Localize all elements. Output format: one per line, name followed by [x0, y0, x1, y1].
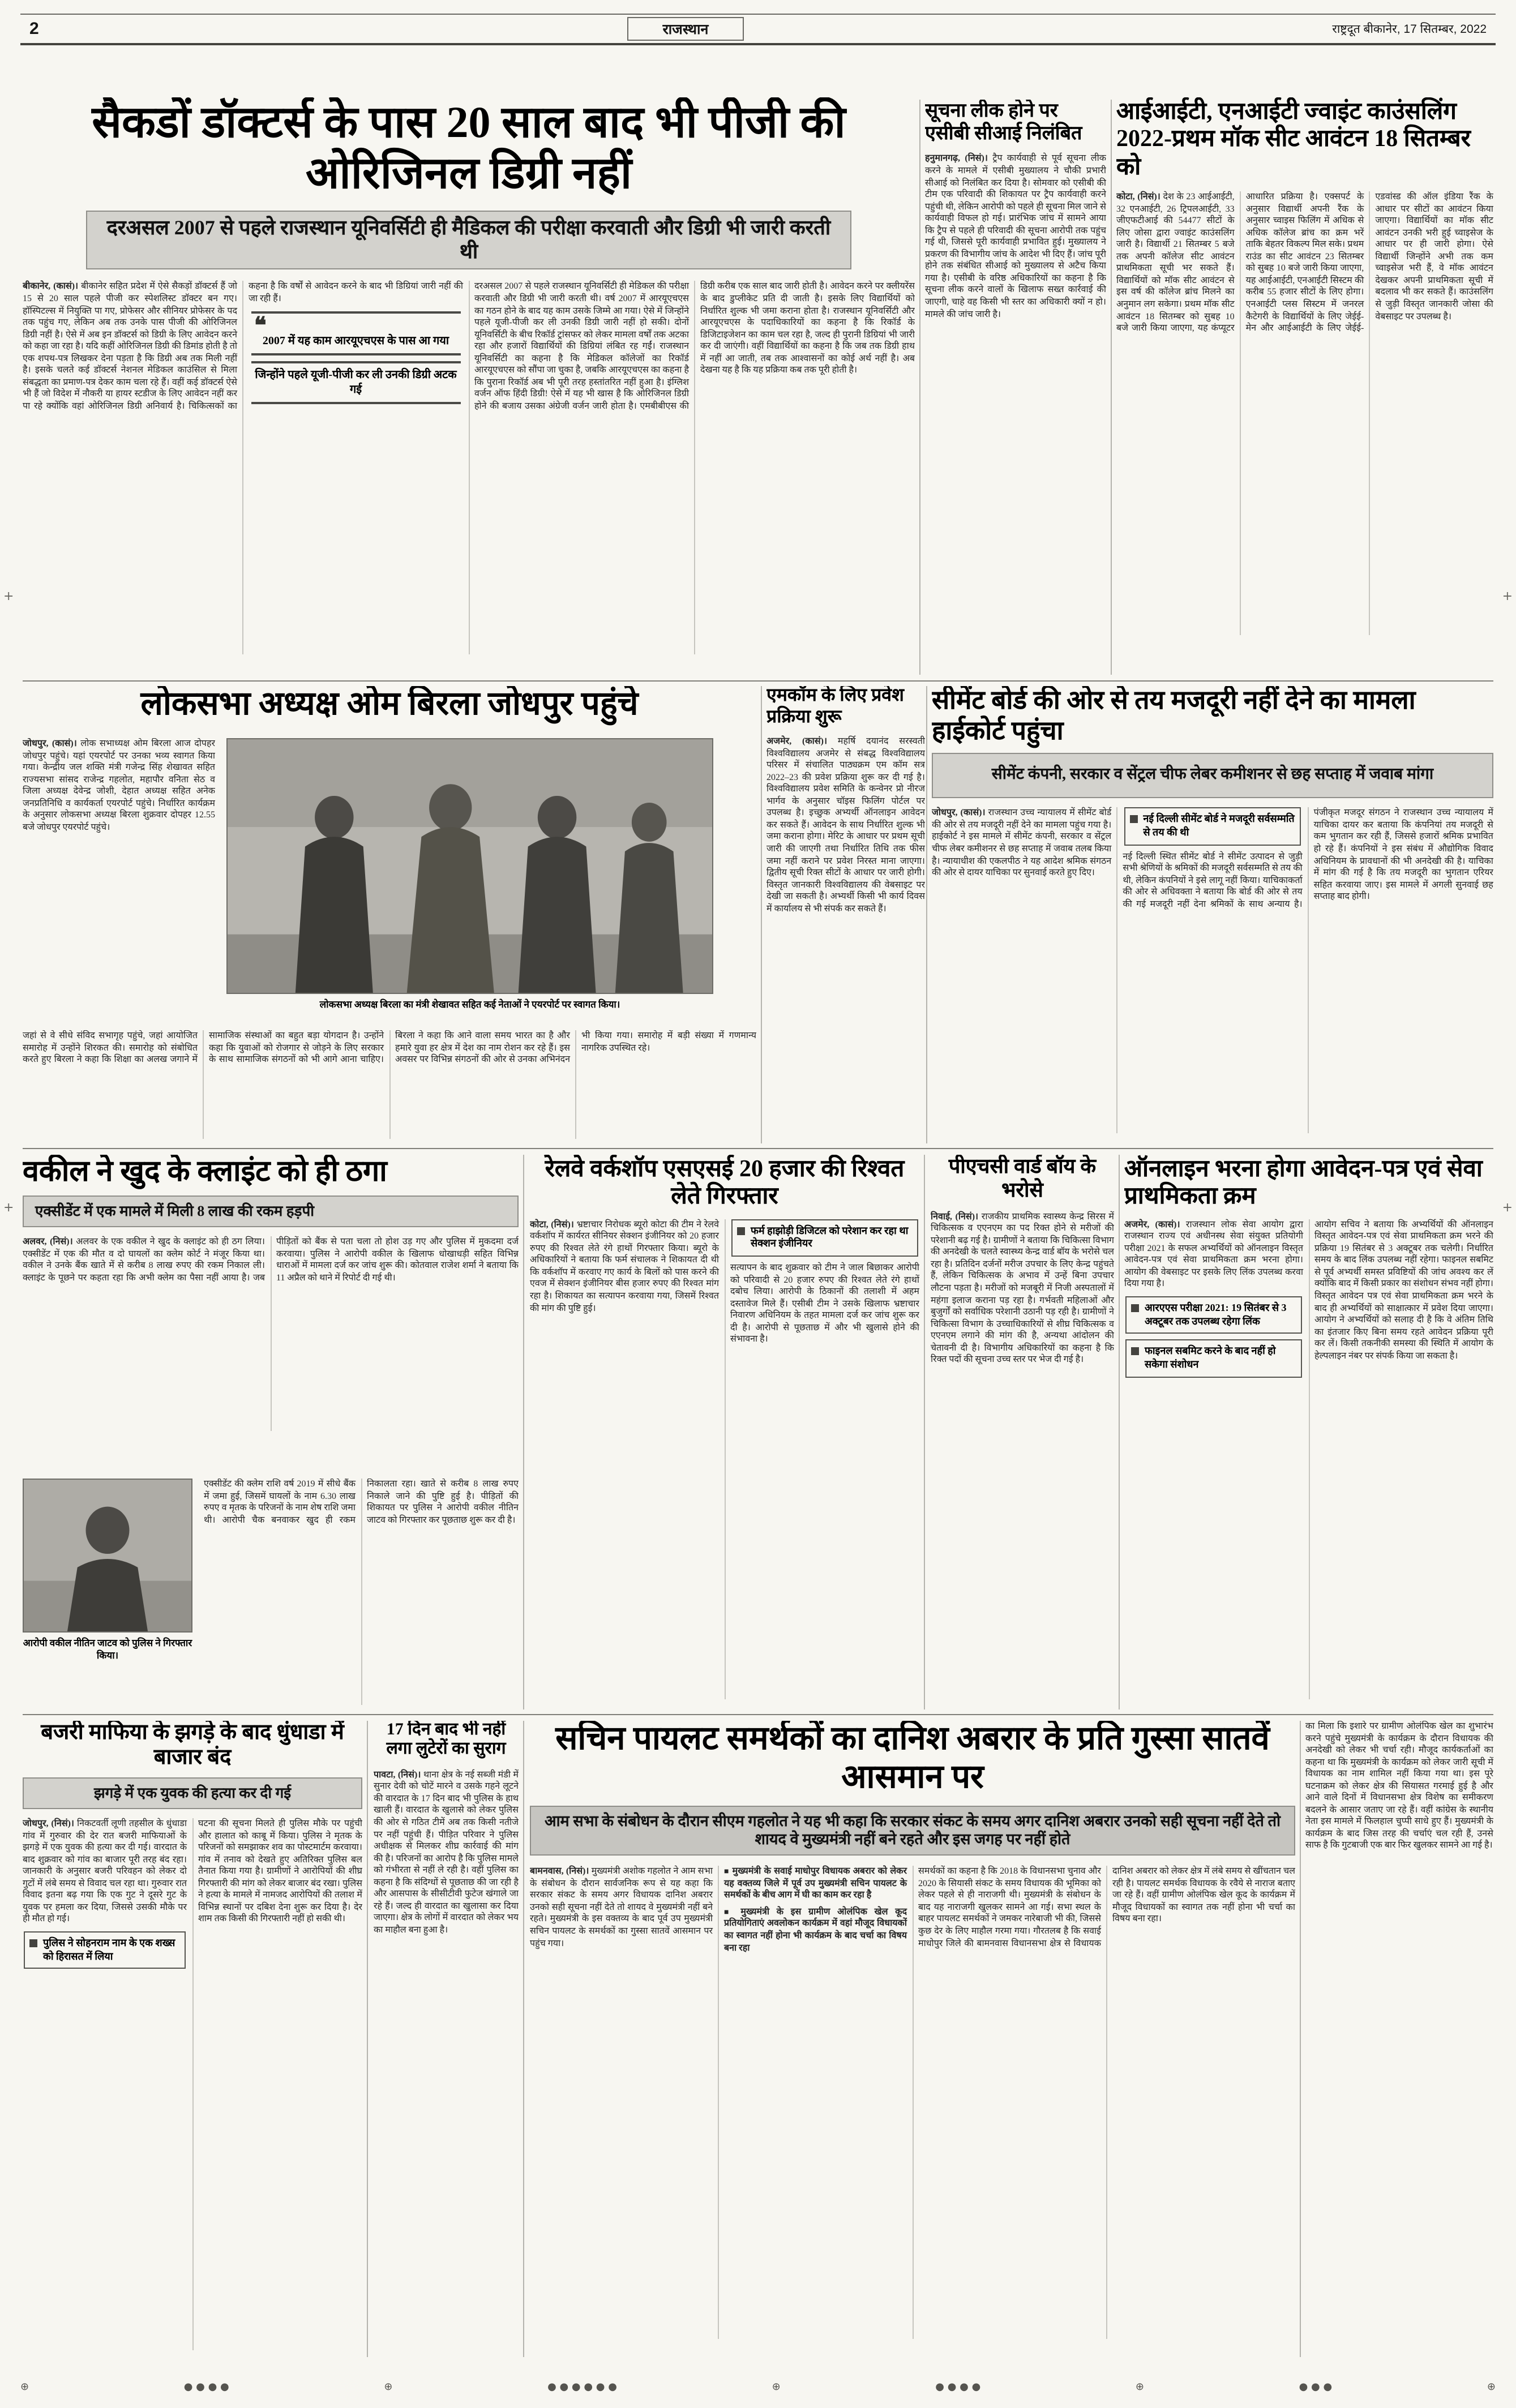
- article-iit: [1116, 97, 1493, 675]
- dateline: हनुमानगढ़, (निसं)।: [925, 153, 988, 164]
- body-text: अलवर के एक वकील ने खुद के क्लाइंट को ही ठग लिया। एक्सीडेंट में एक की मौत व दो घायलों का क्लेम कोर्ट ने मंजूर किया था। वकील ने उनके बैंक खाते में से करीब 8 लाख रुपए की रकम निकाल ली। क्लाइंट के पूछने पर कहता रहा कि अभी क्लेम का पैसा नहीं आया है। जब पीड़ितों को बैंक से पता चला तो होश उड़ गए और पुलिस में मुकदमा दर्ज करवाया। पुलिस ने आरोपी वकील के खिलाफ धोखाधड़ी सहित विभिन्न धाराओं में मामला दर्ज कर जांच शुरू की। कोतवाल राजेश शर्मा ने बताया कि 11 अप्रैल को थाने में रिपोर्ट दी गई थी।: [23, 1236, 519, 1283]
- article-lawyer-body-2: [204, 1479, 519, 1705]
- page-number: 2: [29, 19, 39, 38]
- highlight-box: [1125, 1296, 1302, 1334]
- article-railway-body: [530, 1219, 919, 1699]
- column-rule: [919, 100, 920, 675]
- dateline: जोधपुर, (निसं)।: [23, 1818, 74, 1829]
- body-text: नई दिल्ली स्थित सीमेंट बोर्ड ने सीमेंट उत्पादन से जुड़ी सभी श्रेणियों के श्रमिकों की मजदूरी सर्वसम्मति से तय की थी, लेकिन कंपनियों ने इसे लागू नहीं किया। याचिकाकर्ता की ओर से अधिवक्ता ने बताया कि बोर्ड की ओर से तय की गई मजदूरी नहीं देना श्रमिकों के साथ अन्याय है। पंजीकृत मजदूर संगठन ने राजस्थान उच्च न्यायालय में याचिका दायर कर बताया कि कंपनियां तय मजदूरी से कम भुगतान कर रही हैं, जिससे हजारों श्रमिक प्रभावित हो रहे हैं। कंपनियों ने इस संबंध में औद्योगिक विवाद अधिनियम के प्रावधानों की भी अनदेखी की है। याचिका में मांग की गई है कि तय मजदूरी का भुगतान एरियर सहित करवाया जाए। इस मामले में अगली सुनवाई छह सप्ताह बाद होगी।: [1123, 807, 1493, 909]
- article-iit-headline: आईआईटी, एनआईटी ज्वाइंट काउंसलिंग 2022-प्रथम मॉक सीट आवंटन 18 सितम्बर को: [1116, 97, 1471, 180]
- crosshair-icon: ⊕: [1135, 2382, 1144, 2393]
- body-text: लोक सभाध्यक्ष ओम बिरला आज दोपहर जोधपुर पहुंचे। यहां एयरपोर्ट पर उनका भव्य स्वागत किया गया। केन्द्रीय जल शक्ति मंत्री गजेन्द्र सिंह शेखावत सहित राज्यसभा सांसद राजेन्द्र गहलोत, महापौर वनिता सेठ व जिला अध्यक्ष देवेन्द्र जोशी, देहात अध्यक्ष सहित अनेक जनप्रतिनिधि व कार्यकर्ता एयरपोर्ट पहुंचे। निर्धारित कार्यक्रम के अनुसार लोकसभा अध्यक्ष बिरला शुक्रवार दोपहर 12.55 बजे जोधपुर एयरपोर्ट पहुंचे।: [23, 738, 215, 832]
- highlight-box: [731, 1219, 918, 1257]
- highlight-text: नई दिल्ली सीमेंट बोर्ड ने मजदूरी सर्वसम्मति से तय की थी: [1143, 813, 1295, 838]
- dateline: अजमेर, (कासं)।: [1124, 1219, 1180, 1229]
- article-pilot-headline: सचिन पायलट समर्थकों का दानिश अबरार के प्रति गुस्सा सातवें आसमान पर: [555, 1721, 1270, 1796]
- dot-marks: ● ● ● ● ● ●: [547, 2382, 617, 2393]
- dateline: जोधपुर, (कासं)।: [23, 738, 77, 748]
- article-doctors-body: [23, 281, 915, 655]
- square-bullet-icon: [1129, 816, 1137, 824]
- article-birla-body-left: [23, 738, 215, 1023]
- highlight-text: फाइनल सबमिट करने के बाद नहीं हो सकेगा संशोधन: [1145, 1345, 1276, 1370]
- registration-mark: +: [1502, 589, 1513, 603]
- pull-quote-text: जिन्होंने पहले यूजी-पीजी कर ली उनकी डिग्री अटक गई: [255, 369, 457, 396]
- column-rule: [761, 686, 762, 1143]
- article-lootere-headline: 17 दिन बाद भी नहीं लगा लुटेरों का सुराग: [386, 1721, 506, 1759]
- article-lawyer-headline: वकील ने खुद के क्लाइंट को ही ठगा: [23, 1155, 387, 1188]
- pull-quote-text: 2007 में यह काम आरयूएचएस के पास आ गया: [262, 335, 449, 348]
- quote-icon: ❝: [254, 313, 267, 339]
- masthead: [20, 14, 1496, 45]
- registration-mark: +: [3, 1200, 14, 1215]
- column-rule: [523, 1155, 524, 1709]
- section-title: राजस्थान: [628, 17, 744, 41]
- column-rule: [367, 1721, 368, 2357]
- article-online-body: [1124, 1219, 1493, 1699]
- article-pilot-body-right: [1305, 1721, 1493, 2357]
- section-rule: [23, 680, 1493, 682]
- crosshair-icon: ⊕: [20, 2382, 29, 2393]
- body-text: एक्सीडेंट की क्लेम राशि वर्ष 2019 में सीधे बैंक में जमा हुई, जिसमें घायलों के नाम 6.30 लाख रुपए व मृतक के परिजनों के नाम शेष राशि जमा थी। आरोपी चैक बनवाकर खुद ही रकम निकालता रहा। खाते से करीब 8 लाख रुपए निकाले जाने की पुष्टि हुई है। पीड़ितों की शिकायत पर पुलिस ने आरोपी वकील नीतिन जाटव को गिरफ्तार कर पूछताछ शुरू कर दी है।: [204, 1479, 519, 1525]
- article-cement-body: [932, 808, 1493, 1134]
- lead-bullet: ■ मुख्यमंत्री के सवाई माधोपुर विधायक अबरार को लेकर यह वक्तव्य जिले में पूर्व उप मुख्यमंत्री सचिन पायलट के समर्थकों के बीच आग में घी का काम कर रहा है: [724, 1866, 907, 1902]
- article-bajri-body: [23, 1818, 362, 2350]
- body-text: इंग्लिश वर्जन ऑफ हिंदी डिग्री! ऐसे में यह भी खास है कि ओरिजिनल डिग्री होने की बजाय उसका अंग्रेजी वर्जन जारी होता है। एमबीबीएस की डिग्री करीब एक साल बाद जारी होती है। आवेदन करने पर क्लीयरेंस के बाद डुप्लीकेट प्रति दी जाती है। इसके लिए विद्यार्थियों को निर्धारित शुल्क भी जमा कराना होता है। राजस्थान यूनिवर्सिटी और आरयूएचएस के पदाधिकारियों का कहना है कि रिकॉर्ड के डिजिटाइजेशन का काम चल रहा है, जल्द ही पुरानी डिग्रियां भी जारी कर दी जाएंगी। वहीं विद्यार्थियों का कहना है कि जब तक डिग्री हाथ में नहीं आ जाती, तब तक आश्वासनों का कोई अर्थ नहीं है। अब देखना यह है कि यह प्रक्रिया कब तक पूरी होती है।: [474, 281, 915, 411]
- edition-dateline: राष्ट्रदूत बीकानेर, 17 सितम्बर, 2022: [1332, 22, 1487, 36]
- body-text: घटना की सूचना मिलते ही पुलिस मौके पर पहुंची और हालात को काबू में किया। पुलिस ने मृतक के परिजनों को समझाकर शव का पोस्टमार्टम करवाया। गांव में तनाव को देखते हुए अतिरिक्त पुलिस बल तैनात किया गया है। ग्रामीणों ने आरोपियों की शीघ्र गिरफ्तारी की मांग को लेकर बाजार बंद रखा। पुलिस ने हत्या के मामले में नामजद आरोपियों की तलाश में विभिन्न स्थानों पर दबिश देना शुरू कर दिया है। देर शाम तक किसी की गिरफ्तारी नहीं हो सकी थी।: [198, 1818, 362, 1924]
- article-phc-headline: पीएचसी वार्ड बॉय के भरोसे: [948, 1155, 1097, 1201]
- article-bajri: [23, 1721, 362, 2357]
- body-text: का मिला कि इशारे पर ग्रामीण ओलंपिक खेल का शुभारंभ करने पहुंचे मुख्यमंत्री के कार्यक्रम के दौरान विधायक की अनदेखी को लेकर भी चर्चा रही। मौजूद कार्यकर्ताओं का कहना था कि मुख्यमंत्री के कार्यक्रम को लेकर जारी सूची में विधायक का नाम शामिल नहीं किया गया था। इस पूरे घटनाक्रम को लेकर क्षेत्र की सियासत गरमाई हुई है और आने वाले दिनों में विधानसभा क्षेत्र विशेष का समीकरण बदलने के आसार जताए जा रहे हैं। वहीं कांग्रेस के स्थानीय नेता इस मामले में फिलहाल चुप्पी साधे हुए हैं। मुख्यमंत्री के कार्यक्रम के बाद जिस तरह की चर्चाएं चल रही हैं, उनसे साफ है कि गुटबाजी एक बार फिर खुलकर सामने आ गई है।: [1305, 1721, 1493, 1850]
- body-text: थाना क्षेत्र के नई सब्जी मंडी में सुनार देवी को चोटें मारने व उसके गहने लूटने की वारदात के 17 दिन बाद भी पुलिस के हाथ खाली हैं। वारदात के खुलासे को लेकर पुलिस की ओर से गठित टीमें अब तक किसी नतीजे पर नहीं पहुंची हैं। पीड़ित परिवार ने पुलिस अधीक्षक से मिलकर शीघ्र कार्रवाई की मांग की है। परिजनों का आरोप है कि पुलिस मामले को गंभीरता से नहीं ले रही है। वहीं पुलिस का कहना है कि संदिग्धों से पूछताछ की जा रही है और आसपास के सीसीटीवी फुटेज खंगाले जा रहे हैं। जल्द ही वारदात का खुलासा कर दिया जाएगा। क्षेत्र के लोगों में वारदात को लेकर भय का माहौल बना हुआ है।: [374, 1769, 519, 1935]
- article-mcom-headline: एमकॉम के लिए प्रवेश प्रक्रिया शुरू: [766, 686, 904, 727]
- pull-quote: [251, 311, 461, 355]
- article-pilot-subhead: आम सभा के संबोधन के दौरान सीएम गहलोत ने यह भी कहा कि सरकार संकट के समय अगर दानिश अबरार उनको सही सूचना नहीं देते तो शायद वे मुख्यमंत्री नहीं बने रहते और इस जगह पर नहीं होते: [530, 1806, 1295, 1856]
- dateline: कोटा, (निसं)।: [530, 1219, 574, 1229]
- registration-mark: +: [3, 589, 14, 603]
- highlight-text: पुलिस ने सोहनराम नाम के एक शख्स को हिरासत में लिया: [43, 1936, 175, 1962]
- highlight-text: आरएएस परीक्षा 2021: 19 सितंबर से 3 अक्टूबर तक उपलब्ध रहेगा लिंक: [1145, 1302, 1287, 1327]
- article-birla-headline: लोकसभा अध्यक्ष ओम बिरला जोधपुर पहुंचे: [140, 686, 639, 722]
- article-mcom-body: [766, 736, 925, 1109]
- article-cement: [932, 686, 1493, 1143]
- article-lootere: [374, 1721, 519, 2357]
- body-text: राजस्थान उच्च न्यायालय में सीमेंट बोर्ड की ओर से तय मजदूरी नहीं देने का मामला पहुंच गया है। हाईकोर्ट ने इस मामले में सीमेंट कंपनी, सरकार व सेंट्रल चीफ लेबर कमीशनर से छह सप्ताह में जवाब तलब किया है। न्यायाधीश की एकलपीठ ने यह आदेश श्रमिक संगठन की ओर से दायर याचिका पर सुनवाई करते हुए दिए।: [932, 807, 1112, 878]
- article-railway: [530, 1155, 919, 1709]
- dateline: अलवर, (निसं)।: [23, 1236, 73, 1247]
- column-rule: [926, 686, 927, 1143]
- photo-caption: लोकसभा अध्यक्ष बिरला का मंत्री शेखावत सहित कई नेताओं ने एयरपोर्ट पर स्वागत किया।: [319, 999, 620, 1010]
- article-railway-headline: रेलवे वर्कशॉप एसएसई 20 हजार की रिश्वत लेते गिरफ्तार: [545, 1155, 905, 1210]
- photo-birla-airport: [226, 738, 713, 994]
- article-doctors-subhead: दरअसल 2007 से पहले राजस्थान यूनिवर्सिटी ही मैडिकल की परीक्षा करवाती और डिग्री भी जारी करती थी: [86, 211, 851, 270]
- article-birla-body-bottom: [23, 1030, 756, 1139]
- body-text: मुख्यमंत्री अशोक गहलोत ने आम सभा के संबोधन के दौरान सार्वजनिक रूप से यह कहा कि सरकार संकट के समय अगर विधायक दानिश अबरार उनको सही सूचना नहीं देते तो शायद वे मुख्यमंत्री नहीं बने रहते। मुख्यमंत्री के इस वक्तव्य के बाद पूर्व उप मुख्यमंत्री सचिन पायलट के समर्थकों का गुस्सा सातवें आसमान पर पहुंच गया।: [530, 1866, 713, 1948]
- article-lawyer-body: [23, 1236, 519, 1431]
- dot-marks: ● ● ● ●: [183, 2382, 229, 2393]
- article-phc-body: [931, 1211, 1114, 1698]
- column-rule: [523, 1721, 524, 2357]
- highlight-text: फर्म हाझोड़ी डिजिटल को परेशान कर रहा था सेक्शन इंजीनियर: [751, 1224, 909, 1249]
- body-text: सत्यापन के बाद शुक्रवार को टीम ने जाल बिछाकर आरोपी को परिवादी से 20 हजार रुपए की रिश्वत लेते रंगे हाथों दबोच लिया। आरोपी के ठिकानों की तलाशी में अहम दस्तावेज मिले हैं। एसीबी टीम ने उसके खिलाफ भ्रष्टाचार निवारण अधिनियम के तहत मामला दर्ज कर जांच शुरू कर दी है। आरोपी से पूछताछ में और भी खुलासे होने की संभावना है।: [730, 1262, 919, 1344]
- crosshair-icon: ⊕: [1487, 2382, 1496, 2393]
- body-text: निकटवर्ती लूणी तहसील के धुंधाडा गांव में गुरुवार की देर रात बजरी माफियाओं के झगड़े में एक युवक की हत्या कर दी गई। वारदात के बाद शुक्रवार को गांव का बाजार पूरी तरह बंद रहा। जानकारी के अनुसार बजरी परिवहन को लेकर दो गुटों में लंबे समय से विवाद चल रहा था। गुरुवार रात विवाद इतना बढ़ गया कि एक गुट ने दूसरे गुट के युवक पर हमला कर दिया, जिससे उसकी मौके पर ही मौत हो गई।: [23, 1818, 187, 1924]
- body-text: देश के 23 आईआईटी, 32 एनआईटी, 26 ट्रिपलआईटी, 33 जीएफटीआई की 54477 सीटों के लिए जोसा द्वारा ज्वाइंट काउंसलिंग जारी है। विद्यार्थी 21 सितम्बर 5 बजे तक अपनी कॉलेज सीट आवंटन प्राथमिकता सूची भर सकते हैं। विद्यार्थियों को मॉक सीट आवंटन से इस वर्ष की कॉलेज ब्रांच मिलने का अनुमान लग सकेगा। प्रथम मॉक सीट आवंटन 18 सितम्बर को सुबह 10 बजे जारी किया जाएगा, यह कंप्यूटर आधारित प्रक्रिया है। एक्सपर्ट के अनुसार विद्यार्थी अपनी रैंक के अनुसार च्वाइस फिलिंग में अधिक से अधिक कॉलेज ब्रांच का क्रम भरें ताकि बेहतर विकल्प मिल सके। प्रथम राउंड का सीट आवंटन 23 सितम्बर को सुबह 10 बजे जारी किया जाएगा, यह आईआईटी, एनआईटी सिस्टम की करीब 55 हजार सीटों के लिए होगा। एनआईटी प्लस सिस्टम में जनरल कैटेगरी के विद्यार्थियों के लिए जेईई-मेन और आईआईटी के लिए जेईई-एडवांस्ड की ऑल इंडिया रैंक के आधार पर सीटों का आवंटन किया जाएगा। विद्यार्थियों का मॉक सीट आवंटन उनकी भरी हुई च्वाइसेज के आधार पर ही जारी होगा। ऐसे विद्यार्थी जिन्होंने अभी तक कम च्वाइसेज भरी हैं, वे मॉक आवंटन देखकर अपनी प्राथमिकता सूची में बदलाव भी कर सकते हैं। काउंसलिंग से जुड़ी विस्तृत जानकारी जोसा की वेबसाइट पर उपलब्ध है।: [1116, 191, 1493, 333]
- column-rule: [1119, 1155, 1120, 1709]
- body-text: आयोग सचिव ने बताया कि अभ्यर्थियों की ऑनलाइन विस्तृत आवेदन-पत्र एवं सेवा प्राथमिकता क्रम भरने की प्रक्रिया 19 सितंबर से 3 अक्टूबर तक चलेगी। निर्धारित समय के बाद लिंक उपलब्ध नहीं रहेगा। फाइनल सबमिट से पूर्व अभ्यर्थी समस्त प्रविष्टियों की जांच अवश्य कर लें क्योंकि बाद में किसी प्रकार का संशोधन संभव नहीं होगा। विस्तृत आवेदन पत्र एवं सेवा प्राथमिकता क्रम भरने के बाद ही अभ्यर्थियों को साक्षात्कार में प्रवेश दिया जाएगा। आयोग ने अभ्यर्थियों को सलाह दी है कि वे अंतिम तिथि का इंतजार किए बिना समय रहते आवेदन प्रक्रिया पूरी कर लें। किसी तकनीकी समस्या की स्थिति में आयोग के हेल्पलाइन नंबर पर संपर्क किया जा सकता है।: [1314, 1219, 1493, 1361]
- article-acb-headline: सूचना लीक होने पर एसीबी सीआई निलंबित: [925, 100, 1082, 144]
- dateline: बीकानेर, (कासं)।: [23, 281, 79, 292]
- dot-marks: ● ● ● ●: [935, 2382, 981, 2393]
- dateline: पावटा, (निसं)।: [374, 1769, 421, 1780]
- highlight-box: [1125, 1340, 1302, 1378]
- highlight-box: [24, 1931, 186, 1969]
- body-text: राजस्थान लोक सेवा आयोग द्वारा राजस्थान राज्य एवं अधीनस्थ सेवा संयुक्त प्रतियोगी परीक्षा 2021 के सफल अभ्यर्थियों को ऑनलाइन विस्तृत आवेदन-पत्र एवं सेवा प्राथमिकता क्रम भरना होगा। आयोग की वेबसाइट पर इसके लिए लिंक उपलब्ध करवा दिया गया है।: [1124, 1219, 1303, 1289]
- dot-marks: ● ● ●: [1299, 2382, 1333, 2393]
- dateline: कोटा, (निसं)।: [1116, 191, 1160, 202]
- registration-mark: +: [1502, 1200, 1513, 1215]
- article-acb-body: [925, 153, 1106, 640]
- body-text: बीकानेर सहित प्रदेश में ऐसे सैकड़ों डॉक्टर्स हैं जो 15 से 20 साल पहले पीजी कर स्पेशलिस्ट डॉक्टर बन गए। हॉस्पिटल्स में नियुक्ति पा गए, प्रोफेसर और सीनियर प्रोफेसर के पद तक पहुंच गए, लेकिन अब तक उनके पास पीजी की ओरिजिनल डिग्री नहीं है। ऐसे में अब इन डॉक्टर्स को डिग्री के लिए आवेदन करने को कहा जा रहा है। यदि कहीं ओरिजिनल डिग्री की डिमांड होती है तो एक शपथ-पत्र लिखकर देना पड़ता है कि डिग्री अब तक मिली नहीं है। इसके चलते कई डॉक्टर्स नेशनल मेडिकल काउंसिल से मिला संबद्धता का प्रमाण-पत्र देकर काम चला रहे हैं। वहीं कई डॉक्टर्स ऐसे भी हैं जो विदेश में नौकरी या हायर स्टडीज के लिए आवेदन नहीं कर पा रहे क्योंकि वहां ओरिजिनल डिग्री अनिवार्य है। चिकित्सकों का कहना है कि वर्षों से आवेदन करने के बाद भी डिग्रियां जारी नहीं की जा रही हैं।: [23, 281, 463, 411]
- body-text: ट्रैप कार्यवाही से पूर्व सूचना लीक करने के मामले में एसीबी मुख्यालय ने चौकी प्रभारी सीआई को निलंबित कर दिया है। सोमवार को एसीबी की टीम एक परिवादी की शिकायत पर ट्रैप कार्यवाही करने पहुंची थी, लेकिन आरोपी को पहले ही सूचना मिल जाने से कार्यवाही विफल हो गई। प्रारंभिक जांच में सामने आया कि ट्रैप से पहले ही परिवादी की सूचना आरोपी तक पहुंच गई थी, जिससे पूरी कार्यवाही प्रभावित हुई। मुख्यालय ने प्रकरण की विभागीय जांच के आदेश भी दिए हैं। जांच पूरी होने तक संबंधित सीआई को मुख्यालय से अटैच किया गया है। एसीबी के वरिष्ठ अधिकारियों का कहना है कि सूचना लीक करने वालों के खिलाफ सख्त कार्रवाई की जाएगी, चाहे वह किसी भी स्तर का अधिकारी क्यों न हो। मामले की जांच जारी है।: [925, 153, 1106, 319]
- pull-quote: [251, 361, 461, 404]
- article-bajri-subhead: झगड़े में एक युवक की हत्या कर दी गई: [23, 1777, 362, 1809]
- article-cement-subhead: सीमेंट कंपनी, सरकार व सेंट्रल चीफ लेबर कमीशनर से छह सप्ताह में जवाब मांगा: [932, 753, 1493, 799]
- crosshair-icon: ⊕: [384, 2382, 393, 2393]
- body-text: महर्षि दयानंद सरस्वती विश्वविद्यालय अजमेर से संबद्ध विश्वविद्यालय परिसर में संचालित पाठ्यक्रम एम कॉम सत्र 2022–23 की प्रवेश प्रक्रिया शुरू कर दी गई है। विश्वविद्यालय प्रवेश समिति के कन्वेनर प्रो नीरज भार्गव के अनुसार चॉइस फिलिंग पोर्टल पर उपलब्ध है। इच्छुक अभ्यर्थी ऑनलाइन आवेदन कर सकते हैं। आवेदन के साथ निर्धारित शुल्क भी जमा कराना होगा। मेरिट के आधार पर प्रथम सूची जारी की जाएगी तथा निर्धारित तिथि तक फीस जमा नहीं कराने पर प्रवेश निरस्त माना जाएगा। द्वितीय सूची रिक्त सीटों के आधार पर जारी होगी। विस्तृत जानकारी विश्वविद्यालय की वेबसाइट पर देखी जा सकती है। अभ्यर्थी किसी भी कार्य दिवस में कार्यालय से भी संपर्क कर सकते हैं।: [766, 736, 925, 914]
- dateline: निवाई, (निसं)।: [931, 1211, 979, 1222]
- article-phc: [931, 1155, 1114, 1709]
- square-bullet-icon: [29, 1939, 37, 1947]
- section-rule: [23, 1714, 1493, 1715]
- section-rule: [23, 1148, 1493, 1149]
- article-acb: [925, 100, 1106, 675]
- dateline: जोधपुर, (कासं)।: [932, 807, 986, 818]
- article-lawyer-subhead: एक्सीडेंट में एक मामले में मिली 8 लाख की रकम हड़पी: [23, 1196, 519, 1227]
- article-doctors: [23, 97, 915, 675]
- dateline: बामनवास, (निसं)।: [530, 1866, 589, 1876]
- article-pilot-body: [530, 1866, 1295, 2340]
- article-lootere-body: [374, 1769, 519, 2324]
- article-online-headline: ऑनलाइन भरना होगा आवेदन-पत्र एवं सेवा प्राथमिकता क्रम: [1124, 1155, 1483, 1210]
- square-bullet-icon: [1131, 1348, 1139, 1356]
- column-rule: [924, 1155, 925, 1709]
- lead-bullet: ■ मुख्यमंत्री के इस ग्रामीण ओलंपिक खेल कूद प्रतियोगिताएं अवलोकन कार्यक्रम में वहां मौजूद विधायकों का स्वागत नहीं होना भी कार्यक्रम के बाद चर्चा का विषय बना रहा: [724, 1906, 907, 1954]
- photo-illustration: [24, 1480, 191, 1631]
- column-rule: [1300, 1721, 1301, 2357]
- crosshair-icon: ⊕: [772, 2382, 781, 2393]
- dateline: अजमेर, (कासं)।: [766, 736, 828, 747]
- article-bajri-headline: बजरी माफिया के झगड़े के बाद धुंधाडा में बाजार बंद: [41, 1721, 344, 1770]
- article-iit-body: [1116, 191, 1493, 635]
- square-bullet-icon: [1131, 1304, 1139, 1312]
- body-text: जहां से वे सीधे संविद सभागृह पहुंचे, जहां आयोजित समारोह में उन्होंने शिरकत की। समारोह को संबोधित करते हुए बिरला ने कहा कि शिक्षा का अलख जगाने में सामाजिक संस्थाओं का बहुत बड़ा योगदान है। उन्होंने कहा कि युवाओं को रोजगार से जोड़ने के लिए सरकार के साथ सामाजिक संगठनों को भी आगे आना चाहिए। बिरला ने कहा कि आने वाला समय भारत का है और हमारे युवा हर क्षेत्र में देश का नाम रोशन कर रहे हैं। इस अवसर पर विभिन्न संगठनों की ओर से उनका अभिनंदन भी किया गया। समारोह में बड़ी संख्या में गणमान्य नागरिक उपस्थित रहे।: [23, 1030, 756, 1065]
- photo-lawyer-arrest: [23, 1479, 192, 1633]
- article-cement-headline: सीमेंट बोर्ड की ओर से तय मजदूरी नहीं देने का मामला हाईकोर्ट पहुंचा: [932, 686, 1416, 745]
- column-rule: [1111, 100, 1112, 675]
- article-mcom: [766, 686, 925, 1143]
- body-text: समर्थकों का कहना है कि 2018 के विधानसभा चुनाव और 2020 के सियासी संकट के समय विधायक की भूमिका को लेकर पहले से ही नाराजगी थी। मुख्यमंत्री के संबोधन के बाद यह नाराजगी खुलकर सामने आ गई। सभा स्थल के बाहर पायलट समर्थकों ने जमकर नारेबाजी भी की, जिससे कुछ देर के लिए माहौल गरमा गया। गौरतलब है कि सवाई माधोपुर जिले की बामनवास विधानसभा क्षेत्र से विधायक दानिश अबरार को लेकर क्षेत्र में लंबे समय से खींचतान चल रही है। पायलट समर्थक विधायक के रवैये से नाराज बताए जा रहे हैं। वहीं ग्रामीण ओलंपिक खेल कूद के कार्यक्रम में मौजूद विधायकों का स्वागत तक नहीं होना भी चर्चा का विषय बना रहा।: [918, 1866, 1295, 1948]
- photo-illustration: [228, 739, 712, 993]
- article-pilot: [530, 1721, 1295, 2357]
- body-text: राजकीय प्राथमिक स्वास्थ्य केन्द्र सिरस में चिकित्सक व एएनएम का पद रिक्त होने से मरीजों की परेशानी बढ़ गई है। ग्रामीणों ने बताया कि चिकित्सा विभाग की अनदेखी के चलते स्वास्थ्य केन्द्र वार्ड बॉय के भरोसे चल रहा है। प्रतिदिन दर्जनों मरीज उपचार के लिए केन्द्र पहुंचते हैं, लेकिन चिकित्सक के अभाव में उन्हें बिना उपचार लौटना पड़ता है। मरीजों को मजबूरी में निजी अस्पतालों में महंगा इलाज कराना पड़ रहा है। गर्भवती महिलाओं और बुजुर्गों को सर्वाधिक परेशानी उठानी पड़ रही है। ग्रामीणों ने चिकित्सा विभाग के उच्चाधिकारियों से शीघ्र चिकित्सक व एएनएम लगाने की मांग की है, अन्यथा आंदोलन की चेतावनी दी है। विभागीय अधिकारियों का कहना है कि रिक्त पदों की सूचना उच्च स्तर पर भेज दी गई है।: [931, 1211, 1114, 1365]
- square-bullet-icon: [737, 1227, 745, 1235]
- footer-marks: [20, 2379, 1496, 2397]
- article-doctors-headline: सैकडों डॉक्टर्स के पास 20 साल बाद भी पीजी की ओरिजिनल डिग्री नहीं: [92, 98, 846, 199]
- body-text: दरअसल 2007 से पहले राजस्थान यूनिवर्सिटी ही मेडिकल की परीक्षा करवाती और डिग्री भी जारी करती थी। वर्ष 2007 में आरयूएचएस का गठन होने के बाद यह काम उसके जिम्मे आ गया। ऐसे में जिन्होंने पहले यूजी-पीजी कर ली उनकी डिग्री जारी नहीं हो सकी। दोनों यूनिवर्सिटी के बीच रिकॉर्ड ट्रांसफर को लेकर मामला वर्षों तक अटका रहा और हजारों विद्यार्थियों की डिग्रियां लंबित रह गईं। राजस्थान यूनिवर्सिटी का कहना है कि मेडिकल कॉलेजों का रिकॉर्ड आरयूएचएस को सौंपा जा चुका है, जबकि आरयूएचएस का कहना है कि पुराना रिकॉर्ड अब भी पूरी तरह हस्तांतरित नहीं हुआ है।: [474, 281, 689, 387]
- article-online: [1124, 1155, 1493, 1709]
- highlight-box: [1124, 808, 1301, 846]
- body-text: भ्रष्टाचार निरोधक ब्यूरो कोटा की टीम ने रेलवे वर्कशॉप में कार्यरत सीनियर सेक्शन इंजीनियर को 20 हजार रुपए की रिश्वत लेते रंगे हाथों गिरफ्तार किया। ब्यूरो के अधिकारियों ने बताया कि फर्म संचालक ने शिकायत दी थी कि वर्कशॉप में करवाए गए कार्य के बिलों को पास करने की एवज में सेक्शन इंजीनियर बीस हजार रुपए की रिश्वत मांग रहा है। शिकायत का सत्यापन करवाया गया, जिसमें रिश्वत की मांग की पुष्टि हुई।: [530, 1219, 719, 1313]
- photo-caption: आरोपी वकील नीतिन जाटव को पुलिस ने गिरफ्तार किया।: [23, 1637, 192, 1661]
